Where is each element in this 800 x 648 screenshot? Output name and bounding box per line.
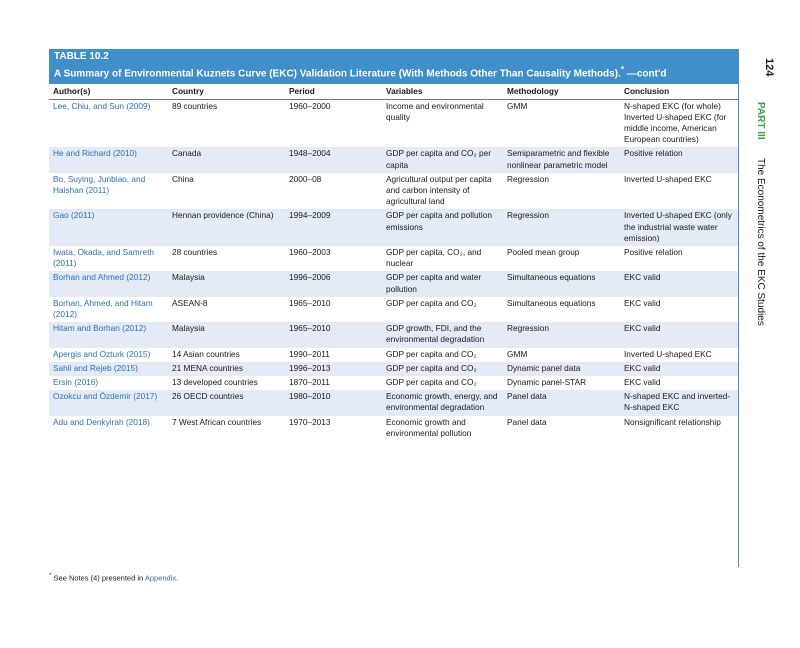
author-cell[interactable]: He and Richard (2010) — [49, 147, 168, 172]
period-cell: 1970–2013 — [285, 416, 382, 441]
methodology-cell: Regression — [503, 322, 620, 347]
methodology-cell: Simultaneous equations — [503, 271, 620, 296]
period-cell: 1965–2010 — [285, 297, 382, 322]
country-cell: 7 West African countries — [168, 416, 285, 441]
table-row — [49, 246, 738, 271]
conclusion-cell: EKC valid — [620, 297, 738, 322]
conclusion-cell: Inverted U-shaped EKC — [620, 173, 738, 210]
country-cell: ASEAN-8 — [168, 297, 285, 322]
period-cell: 1980–2010 — [285, 390, 382, 415]
variables-cell: GDP per capita and CO₂ — [382, 376, 503, 390]
literature-table — [49, 84, 738, 441]
table-header-row — [49, 84, 738, 99]
conclusion-cell: Positive relation — [620, 246, 738, 271]
methodology-cell: Pooled mean group — [503, 246, 620, 271]
variables-cell: GDP per capita and CO₂ — [382, 297, 503, 322]
methodology-cell: Panel data — [503, 416, 620, 441]
footnote-text: See Notes (4) presented in — [53, 573, 144, 583]
methodology-cell: GMM — [503, 99, 620, 147]
table-title-suffix: —cont'd — [626, 68, 667, 80]
period-cell: 1960–2003 — [285, 246, 382, 271]
table-row — [49, 297, 738, 322]
country-cell: China — [168, 173, 285, 210]
country-cell: Canada — [168, 147, 285, 172]
author-cell[interactable]: Ozokcu and Özdemir (2017) — [49, 390, 168, 415]
column-header-author: Author(s) — [49, 84, 168, 99]
table-row — [49, 376, 738, 390]
methodology-cell: Semiparametric and flexible nonlinear parametric model — [503, 147, 620, 172]
variables-cell: Income and environmental quality — [382, 99, 503, 147]
table-row — [49, 348, 738, 362]
period-cell: 1996–2013 — [285, 362, 382, 376]
period-cell: 1870–2011 — [285, 376, 382, 390]
table-container — [49, 49, 738, 441]
author-cell[interactable]: Borhan and Ahmed (2012) — [49, 271, 168, 296]
conclusion-cell: N-shaped EKC (for whole) Inverted U-shaped EKC (for middle income, American European countries) — [620, 99, 738, 147]
methodology-cell: Dynamic panel data — [503, 362, 620, 376]
author-cell[interactable]: Lee, Chiu, and Sun (2009) — [49, 99, 168, 147]
variables-cell: GDP per capita and CO₂ — [382, 362, 503, 376]
conclusion-cell: Nonsignificant relationship — [620, 416, 738, 441]
country-cell: Malaysia — [168, 322, 285, 347]
variables-cell: GDP per capita, CO₂, and nuclear — [382, 246, 503, 271]
variables-cell: GDP per capita and CO₂ — [382, 348, 503, 362]
conclusion-cell: EKC valid — [620, 322, 738, 347]
column-header-variables: Variables — [382, 84, 503, 99]
part-label: PART III — [755, 102, 766, 140]
table-row — [49, 99, 738, 147]
table-row — [49, 209, 738, 246]
appendix-link[interactable]: Appendix — [144, 573, 177, 583]
table-header-band — [49, 49, 738, 84]
variables-cell: Economic growth and environmental pollution — [382, 416, 503, 441]
author-cell[interactable]: Iwata, Okada, and Samreth (2011) — [49, 246, 168, 271]
variables-cell: GDP per capita and pollution emissions — [382, 209, 503, 246]
author-cell[interactable]: Gao (2011) — [49, 209, 168, 246]
country-cell: 14 Asian countries — [168, 348, 285, 362]
variables-cell: GDP per capita and CO₂ per capita — [382, 147, 503, 172]
column-header-methodology: Methodology — [503, 84, 620, 99]
methodology-cell: Simultaneous equations — [503, 297, 620, 322]
table-row — [49, 173, 738, 210]
column-header-period: Period — [285, 84, 382, 99]
methodology-cell: Dynamic panel-STAR — [503, 376, 620, 390]
methodology-cell: Panel data — [503, 390, 620, 415]
table-row — [49, 147, 738, 172]
conclusion-cell: Inverted U-shaped EKC — [620, 348, 738, 362]
running-head-title: The Econometrics of the EKC Studies — [755, 158, 766, 326]
author-cell[interactable]: Adu and Denkyirah (2018) — [49, 416, 168, 441]
conclusion-cell: N-shaped EKC and inverted- N-shaped EKC — [620, 390, 738, 415]
column-header-conclusion: Conclusion — [620, 84, 738, 99]
author-cell[interactable]: Borhan, Ahmed, and Hitam (2012) — [49, 297, 168, 322]
footnote-marker: * — [49, 572, 52, 579]
table-row — [49, 322, 738, 347]
period-cell: 1948–2004 — [285, 147, 382, 172]
table-number: TABLE 10.2 — [54, 51, 109, 62]
conclusion-cell: Inverted U-shaped EKC (only the industrial waste water emission) — [620, 209, 738, 246]
table-row — [49, 271, 738, 296]
country-cell: Malaysia — [168, 271, 285, 296]
variables-cell: GDP growth, FDI, and the environmental degradation — [382, 322, 503, 347]
footnote-end: . — [176, 573, 179, 583]
variables-cell: GDP per capita and water pollution — [382, 271, 503, 296]
period-cell: 2000–08 — [285, 173, 382, 210]
methodology-cell: Regression — [503, 209, 620, 246]
country-cell: 28 countries — [168, 246, 285, 271]
author-cell[interactable]: Bo, Suying, Junbiao, and Haishan (2011) — [49, 173, 168, 210]
column-header-country: Country — [168, 84, 285, 99]
period-cell: 1994–2009 — [285, 209, 382, 246]
side-rule — [738, 49, 739, 567]
country-cell: 21 MENA countries — [168, 362, 285, 376]
period-cell: 1960–2000 — [285, 99, 382, 147]
country-cell: 89 countries — [168, 99, 285, 147]
page-number: 124 — [763, 58, 775, 77]
author-cell[interactable]: Apergis and Ozturk (2015) — [49, 348, 168, 362]
country-cell: 13 developed countries — [168, 376, 285, 390]
author-cell[interactable]: Ersin (2016) — [49, 376, 168, 390]
author-cell[interactable]: Sahli and Rejeb (2015) — [49, 362, 168, 376]
table-row — [49, 416, 738, 441]
variables-cell: Agricultural output per capita and carbon intensity of agricultural land — [382, 173, 503, 210]
conclusion-cell: EKC valid — [620, 362, 738, 376]
methodology-cell: GMM — [503, 348, 620, 362]
period-cell: 1996–2006 — [285, 271, 382, 296]
table-footnote — [49, 572, 178, 583]
country-cell: 26 OECD countries — [168, 390, 285, 415]
table-row — [49, 390, 738, 415]
period-cell: 1965–2010 — [285, 322, 382, 347]
author-cell[interactable]: Hitam and Borhan (2012) — [49, 322, 168, 347]
methodology-cell: Regression — [503, 173, 620, 210]
conclusion-cell: EKC valid — [620, 376, 738, 390]
table-row — [49, 362, 738, 376]
conclusion-cell: EKC valid — [620, 271, 738, 296]
table-title-text: A Summary of Environmental Kuznets Curve (EKC) Validation Literature (With Methods Other Than Causality Methods). — [54, 68, 621, 80]
table-title — [54, 63, 733, 80]
table-title-marker: * — [620, 64, 625, 74]
country-cell: Hennan providence (China) — [168, 209, 285, 246]
period-cell: 1990–2011 — [285, 348, 382, 362]
variables-cell: Economic growth, energy, and environmental degradation — [382, 390, 503, 415]
side-running-head — [755, 58, 775, 578]
conclusion-cell: Positive relation — [620, 147, 738, 172]
